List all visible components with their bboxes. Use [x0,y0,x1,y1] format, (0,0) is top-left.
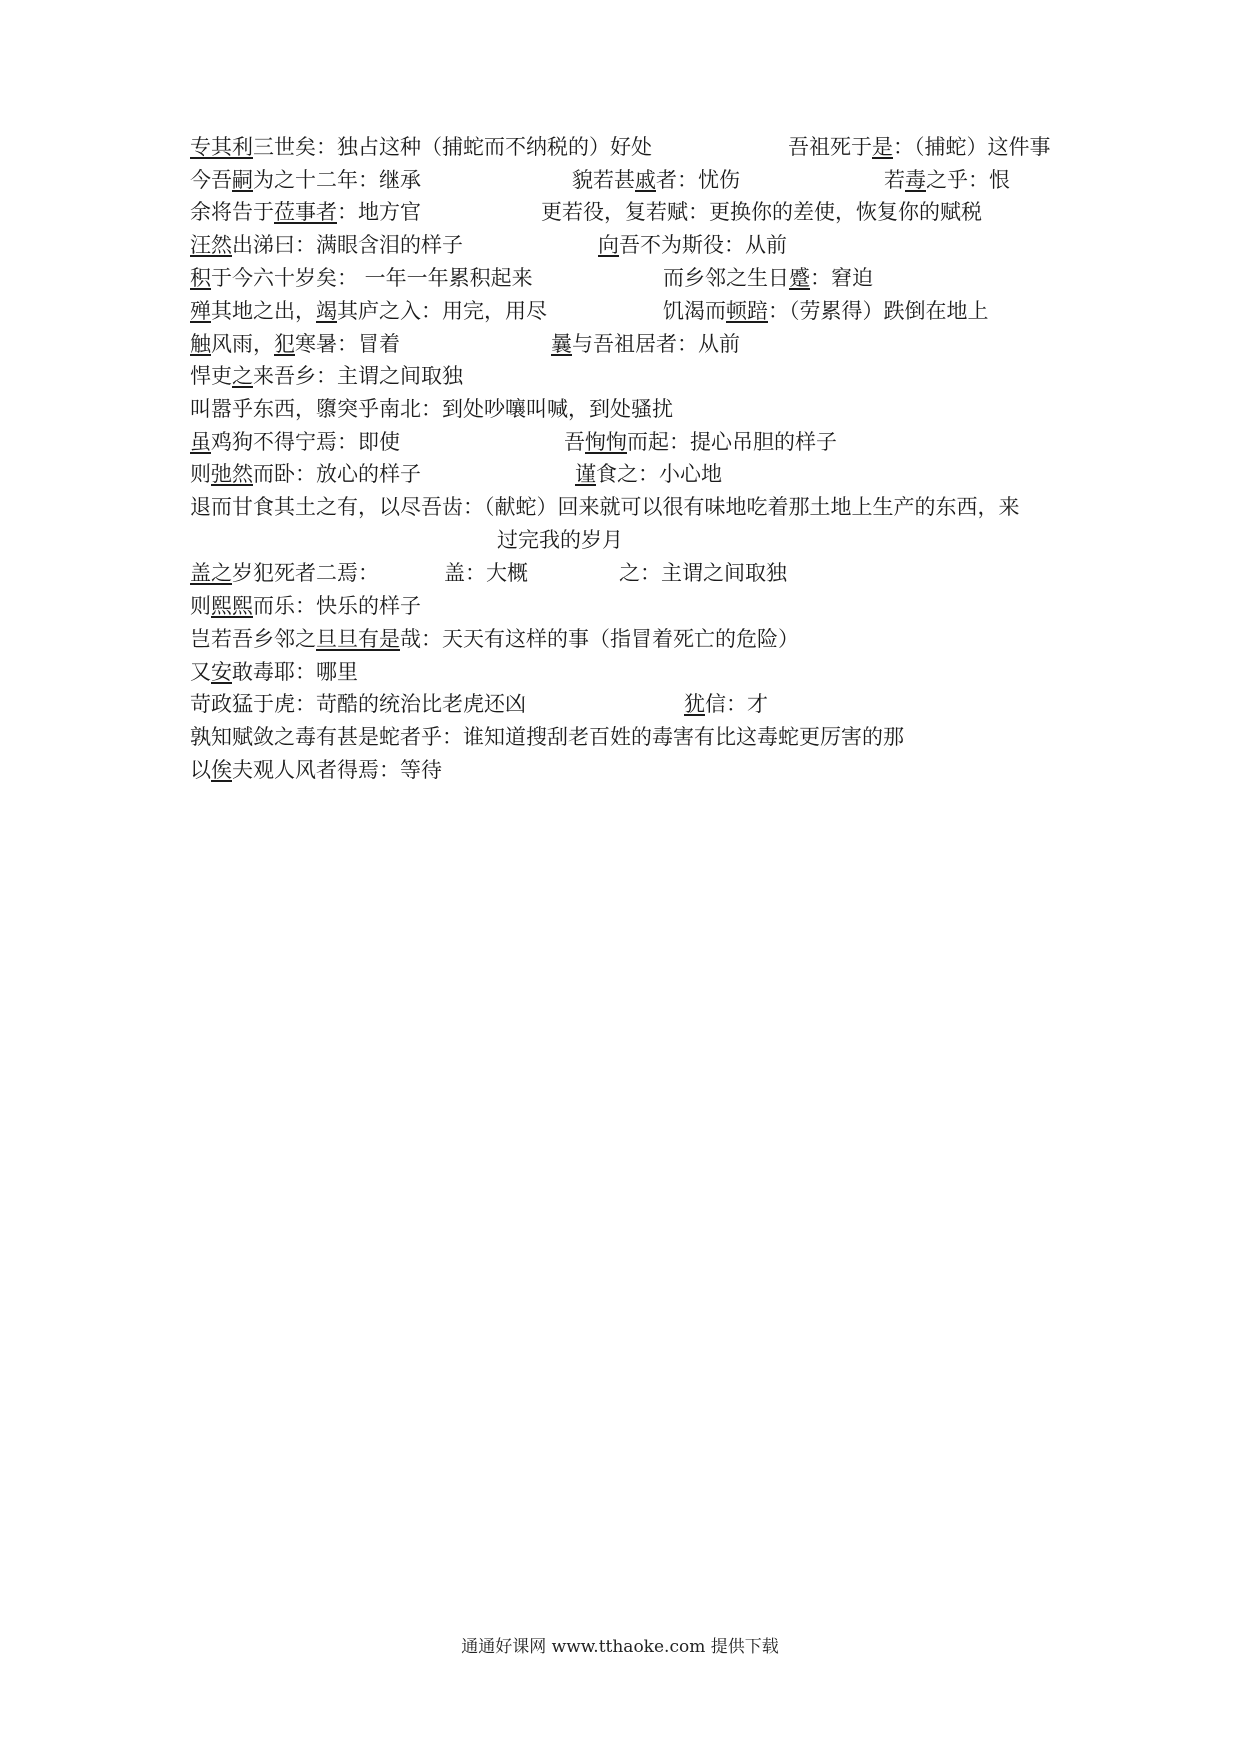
annotation-text: 以 [190,758,211,782]
annotation-text: ：（捕蛇）这件事 [893,135,1051,159]
annotation-line [190,134,652,160]
underlined-term: 汪然 [190,233,232,257]
annotation-text: 与吾祖居者：从前 [572,332,740,356]
annotation-line [190,724,904,750]
annotation-text: 又 [190,660,211,684]
annotation-line [190,757,442,783]
annotation-text: 则 [190,594,211,618]
annotation-text: 吾不为斯役：从前 [619,233,787,257]
annotation-line [190,363,463,389]
annotation-text: 而起：提心吊胆的样子 [627,430,837,454]
annotation-line [551,331,740,357]
underlined-term: 弛然 [211,462,253,486]
underlined-term: 顿踣 [726,299,768,323]
underlined-term: 毒 [905,168,926,192]
annotation-line [190,560,379,586]
annotation-text: 者：忧伤 [656,168,740,192]
underlined-term: 旦旦有是 [316,627,400,651]
underlined-term: 恂恂 [585,430,627,454]
annotation-text: ：地方官 [337,200,421,224]
annotation-text: 之乎：恨 [926,168,1010,192]
annotation-text: 孰知赋敛之毒有甚是蛇者乎：谁知道搜刮老百姓的毒害有比这毒蛇更厉害的那 [190,725,904,749]
annotation-line [663,298,989,324]
annotation-text: 过完我的岁月 [497,528,623,552]
annotation-line [541,199,982,225]
underlined-term: 竭 [316,299,337,323]
annotation-text: 寒暑：冒着 [295,332,400,356]
annotation-line [190,626,799,652]
annotation-text: 之：主谓之间取独 [619,561,787,585]
annotation-line [190,298,547,324]
underlined-term: 向 [598,233,619,257]
underlined-term: 殚 [190,299,211,323]
annotation-text: 食之：小心地 [596,462,722,486]
annotation-line [190,396,673,422]
annotation-line [190,232,463,258]
annotation-text: 岁犯死者二焉： [232,561,379,585]
underlined-term: 是 [872,135,893,159]
underlined-term: 俟 [211,758,232,782]
annotation-text: 岂若吾乡邻之 [190,627,316,651]
annotation-text: 盖：大概 [444,561,528,585]
annotation-line [619,560,787,586]
annotation-text: 今吾 [190,168,232,192]
annotation-text: 出涕曰：满眼含泪的样子 [232,233,463,257]
annotation-text: 夫观人风者得焉：等待 [232,758,442,782]
annotation-text: 而卧：放心的样子 [253,462,421,486]
annotation-line [190,691,526,717]
underlined-term: 犹 [684,692,705,716]
annotation-line [190,659,358,685]
annotation-line [884,167,1010,193]
annotation-text: 叫嚣乎东西，隳突乎南北：到处吵嚷叫喊，到处骚扰 [190,397,673,421]
annotation-text: 苛政猛于虎：苛酷的统治比老虎还凶 [190,692,526,716]
underlined-term: 安 [211,660,232,684]
annotation-text: 吾祖死于 [788,135,872,159]
annotation-text: ：窘迫 [810,266,873,290]
annotation-line [663,265,873,291]
annotation-text: 来吾乡：主谓之间取独 [253,364,463,388]
annotation-line [190,331,400,357]
underlined-term: 曩 [551,332,572,356]
annotation-line [190,265,533,291]
annotation-text: 则 [190,462,211,486]
annotation-line [598,232,787,258]
underlined-term: 盖之 [190,561,232,585]
annotation-text: 哉：天天有这样的事（指冒着死亡的危险） [400,627,799,651]
annotation-line [190,494,1020,520]
annotation-line [444,560,528,586]
annotation-line [190,461,421,487]
annotation-line [497,527,623,553]
annotation-text: 吾 [564,430,585,454]
underlined-term: 莅事者 [274,200,337,224]
annotation-text: 为之十二年：继承 [253,168,421,192]
annotation-text: 其地之出， [211,299,316,323]
annotation-line [190,593,421,619]
annotation-line [684,691,768,717]
annotation-text: 而乐：快乐的样子 [253,594,421,618]
underlined-term: 嗣 [232,168,253,192]
annotation-line [572,167,740,193]
annotation-line [788,134,1051,160]
annotation-text: 信：才 [705,692,768,716]
underlined-term: 专其利 [190,135,253,159]
annotation-text: 于今六十岁矣： 一年一年累积起来 [211,266,533,290]
annotation-text: 貌若甚 [572,168,635,192]
annotation-line [564,429,837,455]
underlined-term: 虽 [190,430,211,454]
annotation-text: 更若役，复若赋：更换你的差使，恢复你的赋税 [541,200,982,224]
annotation-text: 而乡邻之生日 [663,266,789,290]
annotation-text: 敢毒耶：哪里 [232,660,358,684]
annotation-text: 鸡狗不得宁焉：即使 [211,430,400,454]
annotation-line [190,429,400,455]
annotation-text: 三世矣：独占这种（捕蛇而不纳税的）好处 [253,135,652,159]
annotation-text: 若 [884,168,905,192]
annotation-text: 退而甘食其土之有，以尽吾齿：（献蛇）回来就可以很有味地吃着那土地上生产的东西，来 [190,495,1020,519]
annotation-text: 饥渴而 [663,299,726,323]
annotation-text: 其庐之入：用完，用尽 [337,299,547,323]
page-footer: 通通好课网 www.tthaoke.com 提供下载 [461,1637,779,1657]
underlined-term: 之 [232,364,253,388]
underlined-term: 蹙 [789,266,810,290]
underlined-term: 犯 [274,332,295,356]
annotation-text: 风雨， [211,332,274,356]
annotation-text: ：（劳累得）跌倒在地上 [768,299,989,323]
underlined-term: 谨 [575,462,596,486]
underlined-term: 触 [190,332,211,356]
underlined-term: 积 [190,266,211,290]
underlined-term: 戚 [635,168,656,192]
annotation-line [575,461,722,487]
annotation-text: 悍吏 [190,364,232,388]
annotation-text: 余将告于 [190,200,274,224]
underlined-term: 熙熙 [211,594,253,618]
annotation-line [190,199,421,225]
annotation-line [190,167,421,193]
